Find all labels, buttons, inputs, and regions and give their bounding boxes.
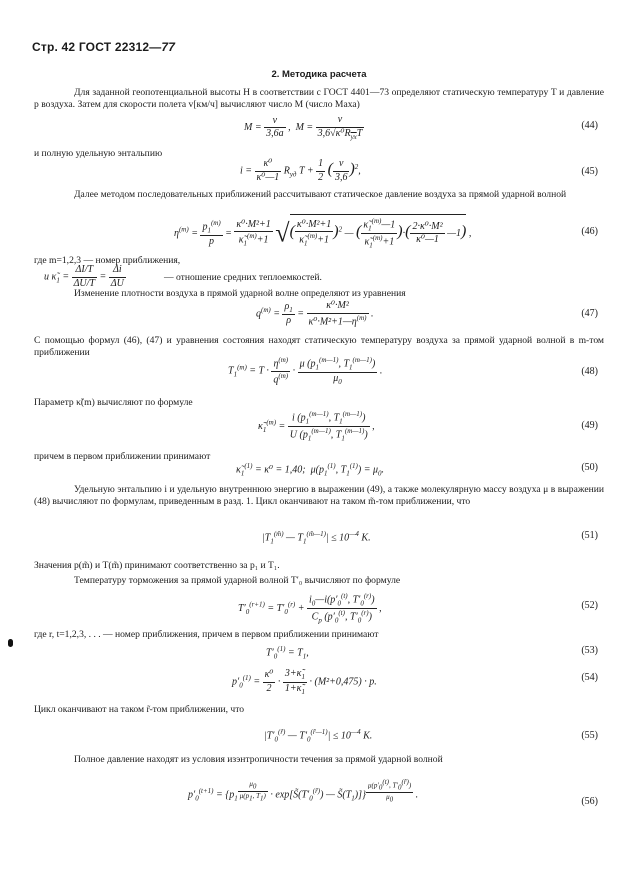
eq-number-55: (55) (581, 730, 598, 741)
equation-46: $\eta^{(m)}$ = $\frac{p_1^{(m)}}{p}$ = $\frac{\text{κ⁰·M²+1}}{\kappã_1^{(m)}+1}$ √( $\frac{\text{κ⁰·M²+1}}{\kappã_1^{(m)}+1}$ )$^2$ — ( $\frac{\kappã_1^{(m)}—1}{\kappã_1^{(m)}+1}$ )·( $\frac{\text{2·κ⁰·M²}}{\text{κ⁰—1}}$ —1) , (174, 214, 471, 250)
paragraph-values: Значения p(m̃) и T(m̃) принимают соответственно за p₁ и T₁. (34, 560, 280, 571)
eq-number-47: (47) (581, 308, 598, 319)
equation-50: $\kappã_1^{(1)} = \kappa^0 = 1,40$; $\mu(p_1^{(1)}$, $T_1^{(1)}) = \mu_0$. (236, 462, 384, 478)
equation-47: $q^{(m)}$ = $\frac{\rho_1}{\rho}$ = $\frac{\text{κ⁰·M²}}{\kappa^0\cdot M^2+1—\eta^{(m)}}$ . (256, 300, 374, 327)
eq-number-50: (50) (581, 462, 598, 473)
paragraph-stagnation: Температуру торможения за прямой ударной волной T′₀ вычисляют по формуле (74, 575, 401, 586)
equation-55: $|T'_0^{(r̃)}$ — $T'_0^{(r̃—1)}| \le 10^{—4}$ K. (264, 728, 373, 744)
section-title: 2. Методика расчета (271, 69, 367, 80)
eq-number-46: (46) (581, 226, 598, 237)
paragraph-approximation: Далее методом последовательных приближений рассчитывают статическое давление воздуха за прямой ударной волной (74, 189, 567, 200)
equation-56: $p'_0^{(t+1)} = \{p_1$ $^{\frac{\mu_0}{\mu(p_1, T_1)}}$ · $\exp[S̃(T'_0^{(r̃)})$ — $S̃(T_1)$]} $^{\frac{\mu(p'_0^{(t)}, T'_0^{(r̃)})}{\mu_0}}$ . (188, 778, 419, 804)
paragraph-cycle-end: Цикл оканчивают на таком r̃-том приближении, что (34, 704, 245, 715)
paragraph-first-approx: причем в первом приближении принимают (34, 451, 211, 462)
eq-number-44: (44) (581, 120, 598, 131)
equation-51: $|T_1^{(m̃)}$ — $T_1^{(m̃—1)}| \le 10^{—4}$ K. (262, 530, 371, 546)
header-year: 77 (161, 40, 176, 54)
eq-number-52: (52) (581, 600, 598, 611)
paragraph-density: Изменение плотности воздуха в прямой ударной волне определяют из уравнения (74, 288, 406, 299)
eq-number-48: (48) (581, 366, 598, 377)
paragraph-total-pressure: Полное давление находят из условия изэнтропичности течения за прямой ударной волной (74, 754, 443, 765)
eq-number-45: (45) (581, 166, 598, 177)
equation-52: $T'_0^{(r+1)} = T'_0^{(r)}$ + $\frac{i_0—i(p'_0^{(t)}, T'_0^{(r)})}{C_p (p'_0^{(t)}, T'_0^{(r)})}$ , (238, 592, 382, 625)
margin-mark (8, 639, 13, 647)
equation-53: $T'_0^{(1)} = T_1$, (266, 645, 309, 661)
header-prefix: Стр. 42 ГОСТ 22312— (32, 40, 162, 54)
equation-44: M = $\frac{v}{3,6a}$ , M = $\frac{v}{3,6√\kappa^0R_{ух}T}$ (244, 114, 363, 141)
eq-number-54: (54) (581, 672, 598, 683)
paragraph-temperature: С помощью формул (46), (47) и уравнения состояния находят статическую температуру воздуха за прямой ударной волной в m-том приближении (34, 335, 604, 358)
equation-kappa-ratio: и $\kappã_1$ = $\frac{\Delta I/T}{\Delta U/T}$ = $\frac{\Delta i}{\Delta U}$ (44, 264, 124, 289)
equation-48: $T_1^{(m)} = T$ · $\frac{\eta^{(m)}}{q^{(m)}}$ · $\frac{\mu (p_1^{(m—1)}, T_1^{(m—1)})}{\mu_0}$ . (228, 356, 383, 387)
eq-number-53: (53) (581, 645, 598, 656)
equation-45: i = $\frac{\text{κ⁰}}{\text{κ⁰—1}}$ $R_{уд}$ T + $\frac{1}{2}$ ( $\frac{v}{3,6}$ )$^2$, (240, 158, 361, 183)
paragraph-intro: Для заданной геопотенциальной высоты H в соответствии с ГОСТ 4401—73 определяют статическую температуру T и давление p воздуха. Затем для скорости полета v[км/ч] вычисляют число M (число Маха) (34, 87, 604, 110)
paragraph-where-m: где m=1,2,3 — номер приближения, (34, 255, 181, 266)
equation-49: $\kappã_1^{(m)}$ = $\frac{i (p_1^{(m—1)}, T_1^{(m—1)})}{U (p_1^{(m—1)}, T_1^{(m—1)})}$ , (258, 410, 375, 443)
eq-number-56: (56) (581, 796, 598, 807)
paragraph-enthalpy: и полную удельную энтальпию (34, 148, 163, 159)
eq-number-49: (49) (581, 420, 598, 431)
paragraph-heat-ratio: — отношение средних теплоемкостей. (164, 272, 322, 283)
paragraph-parameter: Параметр κ̃(m) вычисляют по формуле (34, 397, 193, 408)
page-header (32, 40, 175, 55)
paragraph-where-r: где r, t=1,2,3, . . . — номер приближения, причем в первом приближении принимают (34, 629, 379, 640)
eq-number-51: (51) (581, 530, 598, 541)
paragraph-enthalpy-energy: Удельную энтальпию i и удельную внутреннюю энергию в выражении (49), а также молекулярную массу воздуха μ в выражении (48) вычисляют по формулам, приведенным в разд. 1. Цикл оканчивают на таком m̃-том приближении, что (34, 484, 604, 507)
equation-54: $p'_0^{(1)}$ = $\frac{\text{κ⁰}}{2}$ · $\frac{3+\kappã_1}{1+\kappã_1}$ · (M²+0,475) · p. (232, 668, 377, 696)
